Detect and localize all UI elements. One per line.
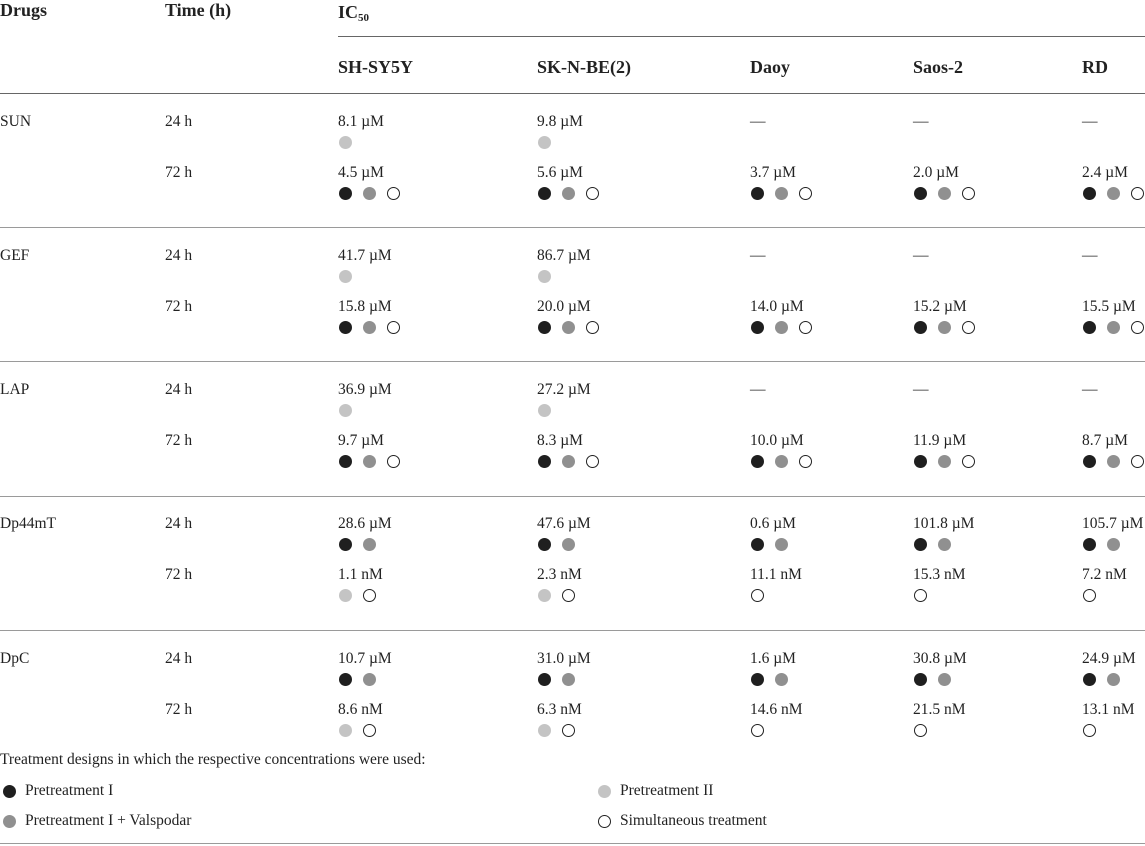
treatment-filled-icon	[914, 538, 927, 551]
treatment-open-icon	[962, 321, 975, 334]
legend-label: Pretreatment II	[620, 782, 714, 799]
treatment-markers	[914, 589, 927, 602]
header-ic50-sub: 50	[358, 12, 370, 24]
treatment-markers	[339, 538, 376, 551]
ic50-value: 15.5 µM	[1082, 298, 1136, 315]
treatment-light-icon	[339, 404, 352, 417]
ic50-value: 41.7 µM	[338, 247, 392, 264]
treatment-markers	[538, 455, 599, 468]
time-label: 24 h	[165, 381, 193, 398]
treatment-grey-icon	[1107, 673, 1120, 686]
ic50-value: 28.6 µM	[338, 515, 392, 532]
treatment-grey-icon	[363, 187, 376, 200]
treatment-markers	[339, 404, 352, 417]
treatment-filled-icon	[914, 321, 927, 334]
treatment-markers	[914, 187, 975, 200]
ic50-value: 10.0 µM	[750, 432, 804, 449]
cell-line-header-sh-sy5y: SH-SY5Y	[338, 57, 414, 77]
treatment-filled-icon	[1083, 321, 1096, 334]
treatment-open-icon	[914, 589, 927, 602]
treatment-markers	[538, 321, 599, 334]
legend-light-icon	[598, 785, 611, 798]
ic50-value: 36.9 µM	[338, 381, 392, 398]
treatment-filled-icon	[751, 187, 764, 200]
ic50-value: 11.9 µM	[913, 432, 967, 449]
treatment-open-icon	[1083, 724, 1096, 737]
ic50-value: —	[750, 113, 766, 130]
treatment-open-icon	[586, 455, 599, 468]
treatment-open-icon	[914, 724, 927, 737]
treatment-markers	[339, 270, 352, 283]
treatment-open-icon	[363, 724, 376, 737]
ic50-value: 24.9 µM	[1082, 650, 1136, 667]
ic50-value: 6.3 nM	[537, 701, 582, 718]
treatment-filled-icon	[751, 538, 764, 551]
treatment-markers	[914, 321, 975, 334]
ic50-value: 20.0 µM	[537, 298, 591, 315]
ic50-value: —	[750, 381, 766, 398]
treatment-open-icon	[387, 187, 400, 200]
treatment-markers	[1083, 538, 1120, 551]
ic50-value: —	[750, 247, 766, 264]
treatment-grey-icon	[562, 455, 575, 468]
treatment-markers	[751, 321, 812, 334]
treatment-filled-icon	[751, 455, 764, 468]
header-bottom-rule	[0, 93, 1145, 94]
legend-grey-icon	[3, 815, 16, 828]
ic50-value: 2.4 µM	[1082, 164, 1128, 181]
ic50-value: —	[1082, 247, 1098, 264]
treatment-grey-icon	[775, 673, 788, 686]
treatment-open-icon	[586, 321, 599, 334]
legend-open-icon	[598, 815, 611, 828]
bottom-rule	[0, 843, 1145, 844]
ic50-value: 105.7 µM	[1082, 515, 1144, 532]
treatment-markers	[1083, 673, 1120, 686]
treatment-light-icon	[339, 136, 352, 149]
treatment-open-icon	[363, 589, 376, 602]
treatment-open-icon	[751, 724, 764, 737]
treatment-filled-icon	[1083, 455, 1096, 468]
time-label: 72 h	[165, 164, 193, 181]
treatment-grey-icon	[938, 673, 951, 686]
ic50-value: 13.1 nM	[1082, 701, 1135, 718]
treatment-filled-icon	[1083, 538, 1096, 551]
ic50-value: —	[1082, 381, 1098, 398]
ic50-value: —	[1082, 113, 1098, 130]
treatment-filled-icon	[339, 187, 352, 200]
ic50-value: 3.7 µM	[750, 164, 796, 181]
treatment-markers	[339, 321, 400, 334]
treatment-markers	[1083, 724, 1096, 737]
ic50-value: —	[913, 381, 929, 398]
treatment-filled-icon	[538, 538, 551, 551]
row-divider	[0, 361, 1145, 362]
treatment-markers	[751, 455, 812, 468]
header-ic50-underline	[338, 36, 1145, 37]
ic50-value: 9.7 µM	[338, 432, 384, 449]
treatment-markers	[538, 724, 575, 737]
ic50-value: 9.8 µM	[537, 113, 583, 130]
ic50-value: 2.3 nM	[537, 566, 582, 583]
treatment-grey-icon	[775, 321, 788, 334]
ic50-value: 15.8 µM	[338, 298, 392, 315]
treatment-markers	[914, 724, 927, 737]
treatment-open-icon	[562, 589, 575, 602]
treatment-grey-icon	[938, 187, 951, 200]
treatment-markers	[538, 270, 551, 283]
treatment-open-icon	[1131, 455, 1144, 468]
row-divider	[0, 227, 1145, 228]
treatment-grey-icon	[1107, 538, 1120, 551]
time-label: 24 h	[165, 515, 193, 532]
treatment-filled-icon	[914, 187, 927, 200]
treatment-markers	[1083, 321, 1144, 334]
treatment-markers	[339, 136, 352, 149]
treatment-markers	[914, 673, 951, 686]
ic50-value: 8.7 µM	[1082, 432, 1128, 449]
treatment-open-icon	[1131, 321, 1144, 334]
ic50-value: 14.6 nM	[750, 701, 803, 718]
treatment-open-icon	[799, 187, 812, 200]
treatment-markers	[538, 136, 551, 149]
treatment-light-icon	[339, 270, 352, 283]
legend-intro: Treatment designs in which the respective concentrations were used:	[0, 751, 426, 768]
treatment-grey-icon	[775, 538, 788, 551]
treatment-grey-icon	[775, 455, 788, 468]
treatment-filled-icon	[339, 538, 352, 551]
treatment-grey-icon	[363, 673, 376, 686]
cell-line-header-daoy: Daoy	[750, 57, 790, 77]
ic50-value: —	[913, 113, 929, 130]
ic50-value: 1.1 nM	[338, 566, 383, 583]
treatment-light-icon	[339, 724, 352, 737]
treatment-open-icon	[751, 589, 764, 602]
treatment-filled-icon	[538, 455, 551, 468]
treatment-open-icon	[962, 455, 975, 468]
legend-label: Simultaneous treatment	[620, 812, 767, 829]
treatment-light-icon	[339, 589, 352, 602]
treatment-grey-icon	[938, 321, 951, 334]
treatment-filled-icon	[339, 321, 352, 334]
ic50-value: 2.0 µM	[913, 164, 959, 181]
treatment-filled-icon	[914, 673, 927, 686]
treatment-grey-icon	[1107, 187, 1120, 200]
treatment-filled-icon	[339, 455, 352, 468]
ic50-value: 14.0 µM	[750, 298, 804, 315]
row-divider	[0, 496, 1145, 497]
treatment-open-icon	[562, 724, 575, 737]
ic50-value: 4.5 µM	[338, 164, 384, 181]
ic50-value: 30.8 µM	[913, 650, 967, 667]
treatment-open-icon	[1131, 187, 1144, 200]
drug-name: Dp44mT	[0, 515, 56, 532]
treatment-open-icon	[586, 187, 599, 200]
treatment-markers	[339, 724, 376, 737]
drug-name: LAP	[0, 381, 30, 398]
treatment-open-icon	[387, 455, 400, 468]
treatment-markers	[751, 673, 788, 686]
treatment-open-icon	[799, 321, 812, 334]
treatment-markers	[339, 187, 400, 200]
treatment-markers	[751, 724, 764, 737]
legend-label: Pretreatment I + Valspodar	[25, 812, 192, 829]
ic50-value: 27.2 µM	[537, 381, 591, 398]
ic50-value: 0.6 µM	[750, 515, 796, 532]
treatment-filled-icon	[1083, 187, 1096, 200]
treatment-markers	[914, 538, 951, 551]
treatment-markers	[538, 187, 599, 200]
ic50-value: 8.1 µM	[338, 113, 384, 130]
treatment-filled-icon	[751, 673, 764, 686]
treatment-filled-icon	[339, 673, 352, 686]
time-label: 72 h	[165, 298, 193, 315]
ic50-value: —	[913, 247, 929, 264]
treatment-grey-icon	[562, 321, 575, 334]
treatment-markers	[339, 673, 376, 686]
treatment-markers	[751, 187, 812, 200]
treatment-markers	[538, 404, 551, 417]
treatment-grey-icon	[363, 538, 376, 551]
header-ic50-main: IC	[338, 2, 359, 22]
treatment-markers	[538, 538, 575, 551]
legend-label: Pretreatment I	[25, 782, 114, 799]
treatment-open-icon	[1083, 589, 1096, 602]
row-divider	[0, 630, 1145, 631]
ic50-value: 31.0 µM	[537, 650, 591, 667]
ic50-value: 47.6 µM	[537, 515, 591, 532]
treatment-markers	[1083, 187, 1144, 200]
ic50-value: 10.7 µM	[338, 650, 392, 667]
treatment-markers	[751, 538, 788, 551]
treatment-markers	[914, 455, 975, 468]
time-label: 72 h	[165, 566, 193, 583]
ic50-value: 15.3 nM	[913, 566, 966, 583]
treatment-light-icon	[538, 270, 551, 283]
treatment-grey-icon	[562, 673, 575, 686]
header-drugs: Drugs	[0, 0, 48, 20]
treatment-markers	[538, 589, 575, 602]
time-label: 24 h	[165, 113, 193, 130]
treatment-grey-icon	[363, 455, 376, 468]
treatment-markers	[538, 673, 575, 686]
treatment-filled-icon	[751, 321, 764, 334]
ic50-value: 7.2 nM	[1082, 566, 1127, 583]
cell-line-header-saos-2: Saos-2	[913, 57, 964, 77]
treatment-filled-icon	[538, 321, 551, 334]
cell-line-header-sk-n-be-2: SK-N-BE(2)	[537, 57, 631, 77]
treatment-markers	[1083, 589, 1096, 602]
treatment-light-icon	[538, 404, 551, 417]
treatment-light-icon	[538, 724, 551, 737]
ic50-value: 8.6 nM	[338, 701, 383, 718]
treatment-markers	[339, 589, 376, 602]
header-time: Time (h)	[165, 0, 232, 20]
cell-line-header-rd: RD	[1082, 57, 1108, 77]
treatment-grey-icon	[562, 187, 575, 200]
treatment-filled-icon	[1083, 673, 1096, 686]
treatment-markers	[751, 589, 764, 602]
drug-name: SUN	[0, 113, 32, 130]
treatment-grey-icon	[1107, 321, 1120, 334]
treatment-filled-icon	[914, 455, 927, 468]
treatment-markers	[1083, 455, 1144, 468]
treatment-grey-icon	[1107, 455, 1120, 468]
treatment-grey-icon	[938, 455, 951, 468]
ic50-value: 21.5 nM	[913, 701, 966, 718]
ic50-value: 11.1 nM	[750, 566, 802, 583]
treatment-grey-icon	[775, 187, 788, 200]
treatment-grey-icon	[562, 538, 575, 551]
ic50-value: 1.6 µM	[750, 650, 796, 667]
ic50-value: 5.6 µM	[537, 164, 583, 181]
ic50-value: 8.3 µM	[537, 432, 583, 449]
treatment-filled-icon	[538, 673, 551, 686]
time-label: 72 h	[165, 432, 193, 449]
ic50-value: 86.7 µM	[537, 247, 591, 264]
time-label: 24 h	[165, 650, 193, 667]
treatment-light-icon	[538, 589, 551, 602]
ic50-value: 15.2 µM	[913, 298, 967, 315]
drug-name: DpC	[0, 650, 30, 667]
treatment-open-icon	[387, 321, 400, 334]
time-label: 24 h	[165, 247, 193, 264]
treatment-grey-icon	[938, 538, 951, 551]
drug-name: GEF	[0, 247, 30, 264]
treatment-markers	[339, 455, 400, 468]
treatment-filled-icon	[538, 187, 551, 200]
ic50-value: 101.8 µM	[913, 515, 975, 532]
treatment-open-icon	[799, 455, 812, 468]
header-ic50	[338, 2, 369, 22]
treatment-grey-icon	[363, 321, 376, 334]
legend-filled-icon	[3, 785, 16, 798]
treatment-open-icon	[962, 187, 975, 200]
time-label: 72 h	[165, 701, 193, 718]
treatment-light-icon	[538, 136, 551, 149]
